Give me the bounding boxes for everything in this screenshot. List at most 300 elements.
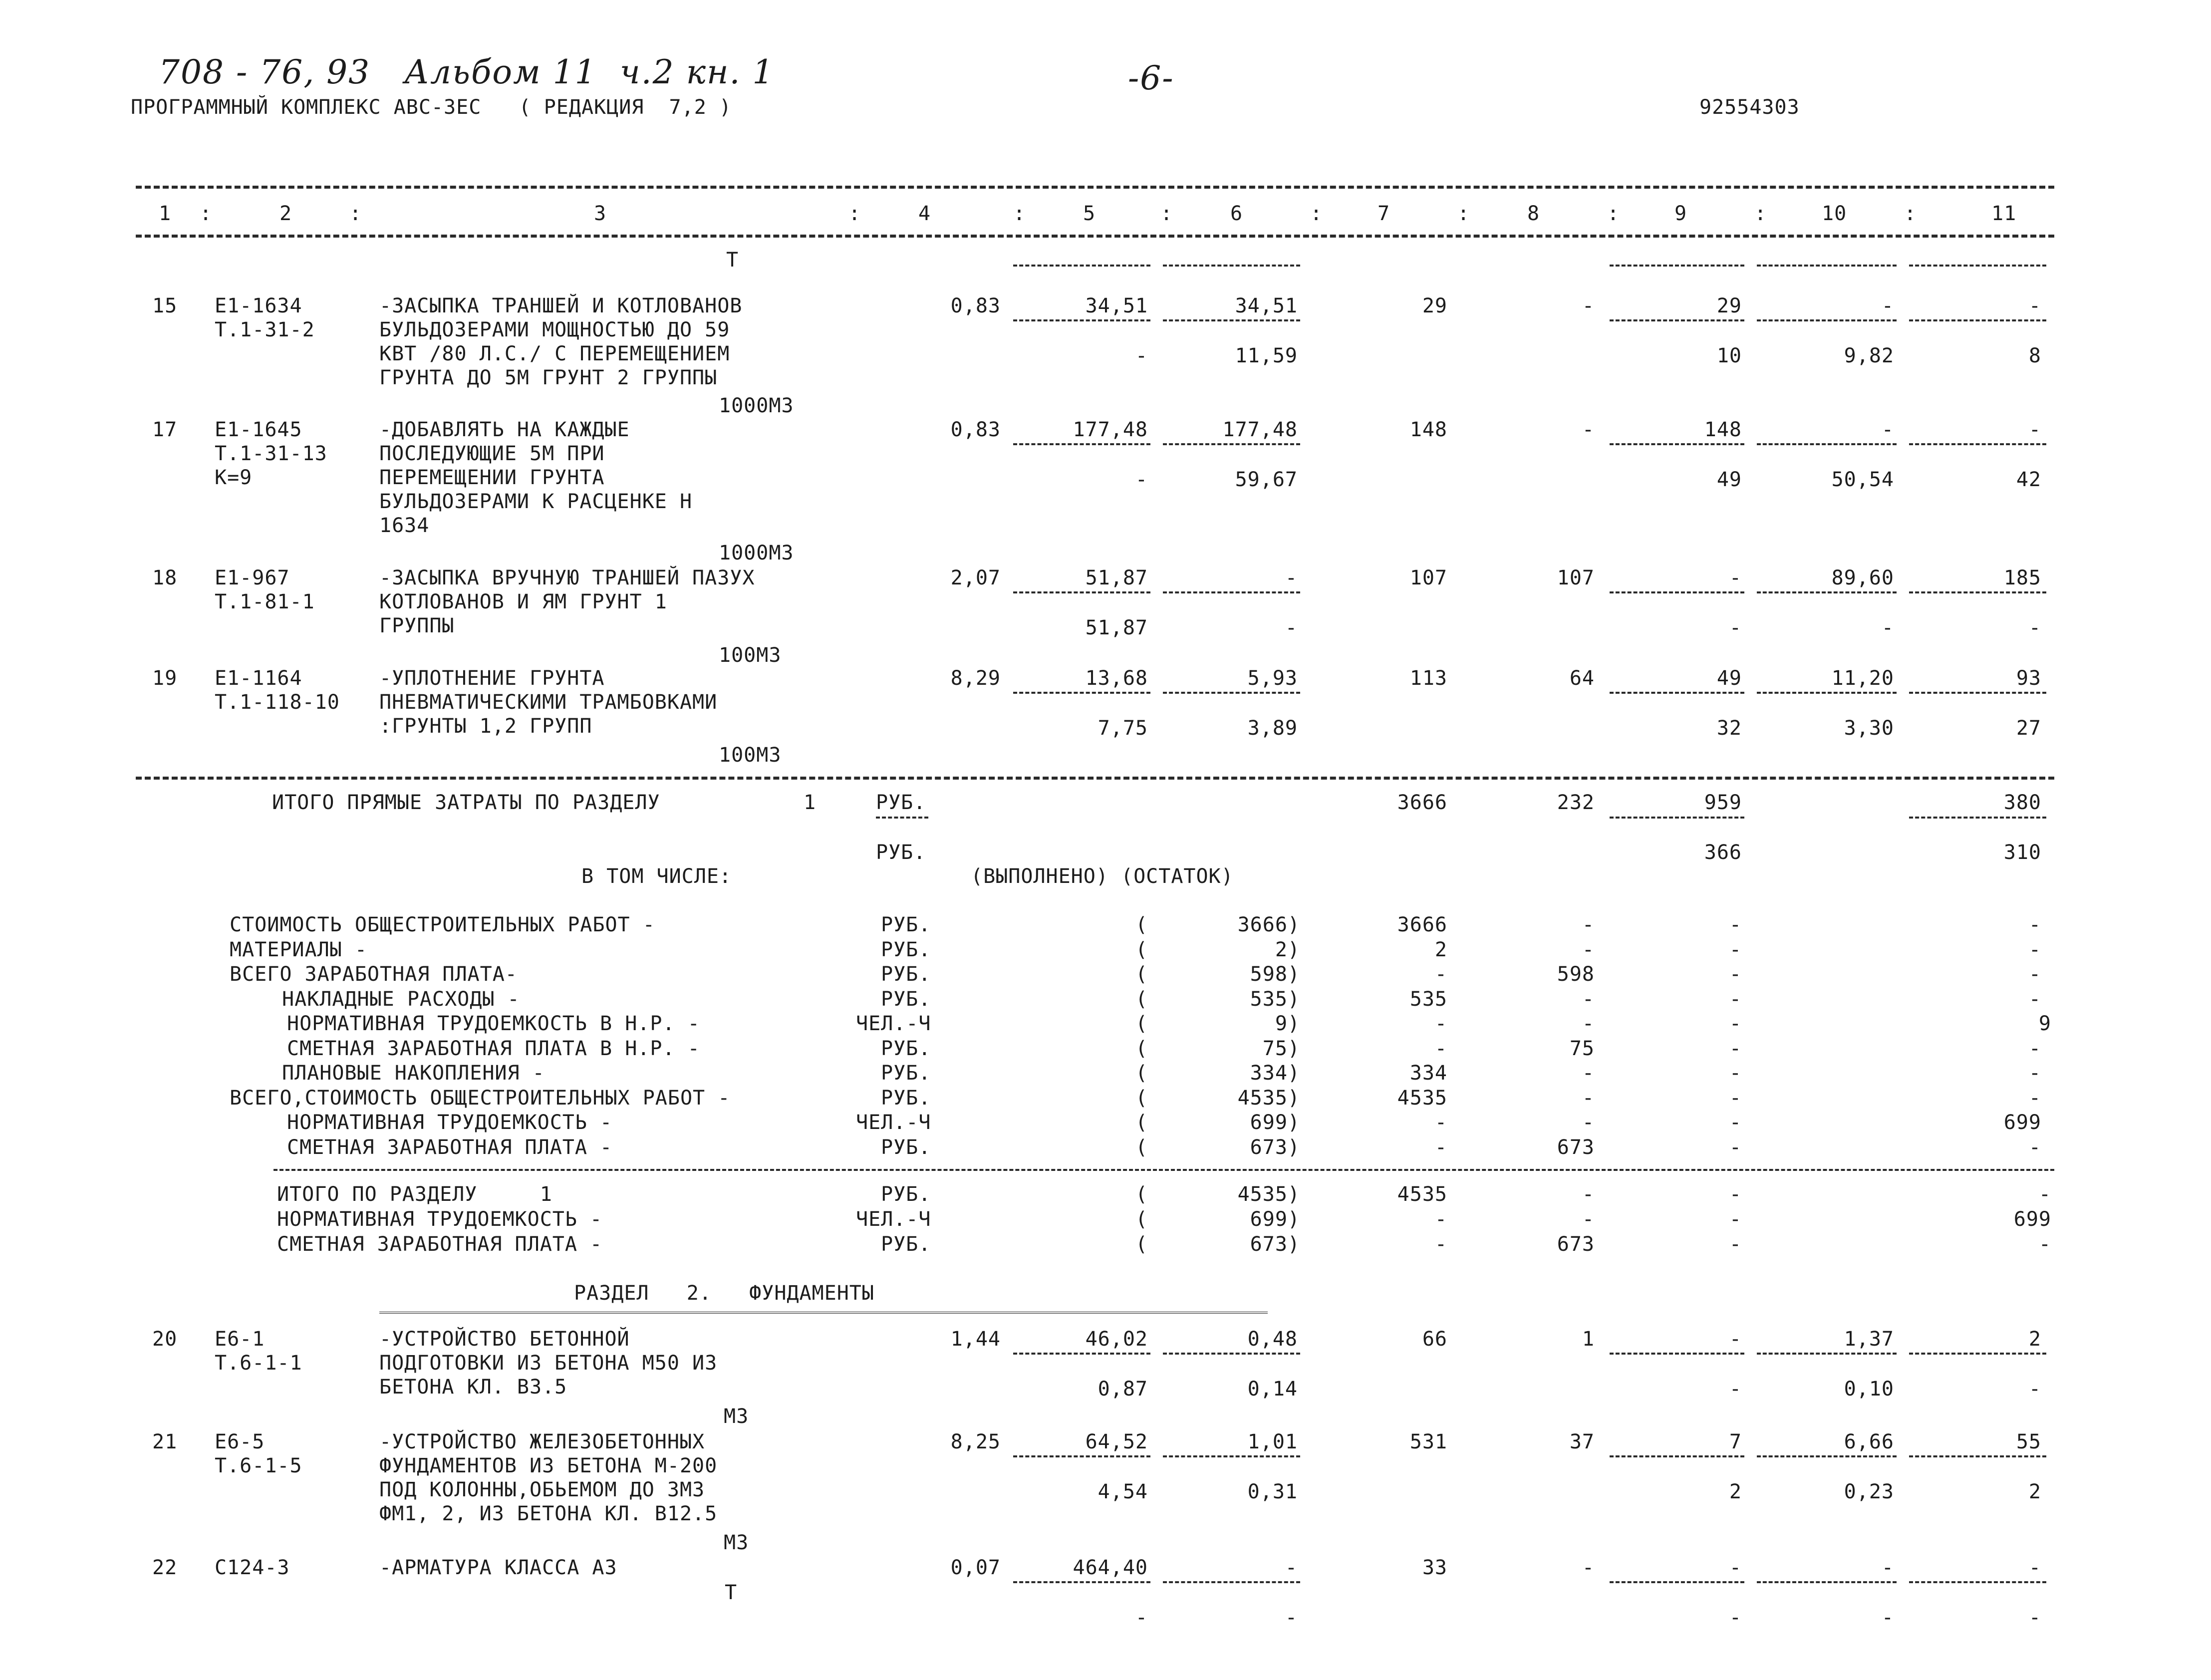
work-description-line: ПОДГОТОВКИ ИЗ БЕТОНА М50 ИЗ	[379, 1352, 718, 1375]
value-c7: 29	[1422, 294, 1447, 317]
work-description-line: -ЗАСЫПКА ТРАНШЕЙ И КОТЛОВАНОВ	[379, 294, 743, 317]
value-c9: -	[1729, 1086, 1742, 1110]
bottom-value-rule	[1610, 692, 1744, 694]
value-c8: 75	[1569, 1037, 1595, 1060]
column-separator: :	[200, 202, 213, 225]
work-description-line: КОТЛОВАНОВ И ЯМ ГРУНТ 1	[379, 590, 667, 613]
value-bottom-c6: 3,89	[1247, 717, 1298, 740]
value-bottom-c6: 11,59	[1235, 344, 1298, 367]
value-c8: -	[1582, 418, 1595, 441]
value-bottom-c9: -	[1729, 1378, 1742, 1400]
value-bottom-c10: 3,30	[1844, 717, 1894, 740]
value-c6: -	[1285, 1556, 1298, 1579]
value-bottom-c10: 9,82	[1844, 344, 1894, 367]
value-c9: -	[1729, 1012, 1742, 1035]
value-c10: -	[1881, 1556, 1894, 1579]
bottom-value-rule	[1757, 692, 1897, 694]
value-bottom-c10: -	[1881, 616, 1894, 639]
bottom-value-rule	[1909, 817, 2046, 819]
value-c6: 177,48	[1222, 418, 1298, 441]
total-section-number: 1	[804, 791, 817, 814]
value-c11: -	[2028, 1135, 2041, 1159]
cost-item-label: НАКЛАДНЫЕ РАСХОДЫ -	[282, 987, 520, 1011]
bottom-value-rule	[1163, 1455, 1300, 1457]
bottom-value-rule	[1909, 591, 2046, 593]
column-separator: :	[1160, 202, 1173, 225]
rate-code-ref: Т.1-31-13	[215, 442, 327, 465]
rate-code: Е1-967	[215, 566, 290, 589]
bottom-value-rule	[1610, 817, 1744, 819]
column-separator: :	[1904, 202, 1917, 225]
value-c7: -	[1434, 1233, 1447, 1256]
cost-item-label: НОРМАТИВНАЯ ТРУДОЕМКОСТЬ -	[287, 1111, 613, 1134]
work-description-line: ПЕРЕМЕЩЕНИИ ГРУНТА	[379, 466, 605, 489]
value-bottom-c10: 50,54	[1831, 468, 1894, 491]
total-bottom-c9: 366	[1704, 841, 1742, 864]
value-c11: -	[2028, 1037, 2041, 1060]
coefficient: К=9	[215, 466, 253, 489]
rate-code-ref: Т.1-118-10	[215, 691, 340, 714]
column-header-2: 2	[279, 202, 292, 225]
bottom-value-rule	[1163, 265, 1300, 267]
value-c5: 13,68	[1085, 667, 1148, 690]
value-c7: 66	[1422, 1328, 1447, 1351]
work-description-line: -ЗАСЫПКА ВРУЧНУЮ ТРАНШЕЙ ПАЗУХ	[379, 566, 755, 589]
value-c8: -	[1582, 1062, 1595, 1085]
value-bottom-c11: 2	[2028, 1480, 2041, 1503]
row-number: 19	[152, 667, 178, 690]
bottom-value-rule	[1610, 1581, 1744, 1583]
work-description-line: БУЛЬДОЗЕРАМИ МОЩНОСТЬЮ ДО 59	[379, 318, 730, 341]
value-c11: 93	[2016, 667, 2041, 690]
total-label: ИТОГО ПРЯМЫЕ ЗАТРАТЫ ПО РАЗДЕЛУ	[272, 791, 660, 814]
unit-label: РУБ.	[881, 987, 931, 1011]
remaining-value: 673)	[1250, 1135, 1300, 1159]
rate-code-ref: Т.6-1-1	[215, 1352, 302, 1375]
value-c8: -	[1582, 987, 1595, 1011]
bottom-value-rule	[1013, 319, 1150, 321]
value-c7: 4535	[1397, 1086, 1447, 1110]
value-c7: 3666	[1397, 913, 1447, 936]
column-header-9: 9	[1674, 202, 1687, 225]
paren-open: (	[1135, 1037, 1148, 1060]
value-c4: 8,25	[950, 1430, 1001, 1453]
value-c8: -	[1582, 1556, 1595, 1579]
bottom-value-rule	[1909, 265, 2046, 267]
work-description-line: -УСТРОЙСТВО БЕТОННОЙ	[379, 1328, 630, 1351]
value-c9: -	[1729, 987, 1742, 1011]
column-header-8: 8	[1527, 202, 1540, 225]
column-header-6: 6	[1230, 202, 1243, 225]
bottom-value-rule	[1013, 692, 1150, 694]
value-bottom-c9: -	[1729, 1606, 1742, 1629]
unit-label: РУБ.	[876, 841, 926, 864]
work-description-line: -ДОБАВЛЯТЬ НА КАЖДЫЕ	[379, 418, 630, 441]
value-c8: -	[1582, 1086, 1595, 1110]
paren-open: (	[1135, 1111, 1148, 1134]
value-c11: 699	[2013, 1208, 2051, 1231]
value-c7: -	[1434, 1037, 1447, 1060]
rate-code: Е1-1645	[215, 418, 302, 441]
bottom-value-rule	[1610, 1455, 1744, 1457]
value-c5: 34,51	[1085, 294, 1148, 317]
bottom-value-rule	[1909, 692, 2046, 694]
value-c7: -	[1434, 1012, 1447, 1035]
value-c11: -	[2028, 938, 2041, 961]
remaining-value: 9)	[1275, 1012, 1300, 1035]
section-total-rule	[136, 777, 2054, 780]
value-c4: 1,44	[950, 1328, 1001, 1351]
work-description-line: -АРМАТУРА КЛАССА А3	[379, 1556, 617, 1579]
value-bottom-c11: -	[2028, 1606, 2041, 1629]
value-c4: 2,07	[950, 566, 1001, 589]
work-description-line: 1634	[379, 514, 430, 537]
paren-open: (	[1135, 1086, 1148, 1110]
bottom-value-rule	[1163, 1581, 1300, 1583]
value-c7: 113	[1409, 667, 1447, 690]
value-bottom-c5: 7,75	[1098, 717, 1148, 740]
cost-item-label: СМЕТНАЯ ЗАРАБОТНАЯ ПЛАТА -	[287, 1135, 613, 1159]
value-c11: -	[2028, 1086, 2041, 1110]
rate-code: Е6-1	[215, 1328, 265, 1351]
value-c5: 464,40	[1073, 1556, 1148, 1579]
work-description-line: -УПЛОТНЕНИЕ ГРУНТА	[379, 667, 605, 690]
value-c11: -	[2038, 1183, 2051, 1206]
bottom-value-rule	[1013, 591, 1150, 593]
value-c8: 1	[1582, 1328, 1595, 1351]
value-c9: 49	[1716, 667, 1742, 690]
cost-item-label: СМЕТНАЯ ЗАРАБОТНАЯ ПЛАТА В Н.Р. -	[287, 1037, 700, 1060]
value-c6: -	[1285, 566, 1298, 589]
value-c9: -	[1729, 1062, 1742, 1085]
bottom-value-rule	[1757, 443, 1897, 445]
rate-code: Е1-1164	[215, 667, 302, 690]
value-c11: -	[2028, 1556, 2041, 1579]
work-description-line: БУЛЬДОЗЕРАМИ К РАСЦЕНКЕ Н	[379, 490, 693, 513]
paren-open: (	[1135, 1012, 1148, 1035]
value-c9: -	[1729, 1037, 1742, 1060]
value-c8: -	[1582, 1183, 1595, 1206]
unit-label: РУБ.	[881, 1037, 931, 1060]
row-number: 21	[152, 1430, 178, 1453]
bottom-value-rule	[1909, 443, 2046, 445]
column-header-1: 1	[159, 202, 172, 225]
value-c7: 148	[1409, 418, 1447, 441]
unit-label: Т	[726, 249, 739, 272]
remaining-value: 699)	[1250, 1208, 1300, 1231]
bottom-value-rule	[1610, 319, 1744, 321]
section-title: РАЗДЕЛ 2. ФУНДАМЕНТЫ	[574, 1282, 874, 1305]
value-c11: -	[2038, 1233, 2051, 1256]
value-bottom-c5: 0,87	[1098, 1378, 1148, 1400]
unit-label: 100М3	[719, 744, 782, 767]
unit-label: М3	[724, 1405, 749, 1428]
work-description-line: ПОД КОЛОННЫ,ОБЬЕМОМ ДО 3М3	[379, 1478, 705, 1501]
value-bottom-c5: -	[1135, 344, 1148, 367]
bottom-value-rule	[1163, 692, 1300, 694]
rate-code-ref: Т.6-1-5	[215, 1454, 302, 1477]
value-c11: 185	[2003, 566, 2041, 589]
value-c11: -	[2028, 963, 2041, 986]
remaining-value: 598)	[1250, 963, 1300, 986]
value-c9: -	[1729, 1111, 1742, 1134]
column-separator: :	[848, 202, 861, 225]
value-c9: -	[1729, 913, 1742, 936]
bottom-value-rule	[1757, 1455, 1897, 1457]
value-c7: 2	[1434, 938, 1447, 961]
rate-code: С124-3	[215, 1556, 290, 1579]
value-bottom-c6: 0,31	[1247, 1480, 1298, 1503]
value-bottom-c6: 59,67	[1235, 468, 1298, 491]
value-c9: -	[1729, 963, 1742, 986]
section-total-label: НОРМАТИВНАЯ ТРУДОЕМКОСТЬ -	[277, 1208, 603, 1231]
unit-label: РУБ.	[881, 938, 931, 961]
total-c7: 3666	[1397, 791, 1447, 814]
value-bottom-c9: 10	[1716, 344, 1742, 367]
unit-label: ЧЕЛ.-Ч	[856, 1208, 931, 1231]
bottom-value-rule	[1013, 443, 1150, 445]
value-c11: 2	[2028, 1328, 2041, 1351]
value-c4: 8,29	[950, 667, 1001, 690]
value-bottom-c9: 32	[1716, 717, 1742, 740]
value-c7: 4535	[1397, 1183, 1447, 1206]
paren-open: (	[1135, 987, 1148, 1011]
value-c11: -	[2028, 1062, 2041, 1085]
value-bottom-c10: 0,10	[1844, 1378, 1894, 1400]
value-c8: -	[1582, 1208, 1595, 1231]
work-description-line: ПОСЛЕДУЮЩИЕ 5М ПРИ	[379, 442, 605, 465]
work-description-line: :ГРУНТЫ 1,2 ГРУПП	[379, 715, 592, 738]
remaining-value: 334)	[1250, 1062, 1300, 1085]
value-c10: 6,66	[1844, 1430, 1894, 1453]
bottom-value-rule	[1757, 1353, 1897, 1355]
cost-item-label: ВСЕГО ЗАРАБОТНАЯ ПЛАТА-	[230, 963, 518, 986]
work-description-line: -УСТРОЙСТВО ЖЕЛЕЗОБЕТОННЫХ	[379, 1430, 705, 1453]
value-c11: -	[2028, 418, 2041, 441]
value-c4: 0,83	[950, 294, 1001, 317]
value-bottom-c9: -	[1729, 616, 1742, 639]
value-c5: 64,52	[1085, 1430, 1148, 1453]
value-c9: -	[1729, 1556, 1742, 1579]
value-c8: -	[1582, 1111, 1595, 1134]
value-c5: 51,87	[1085, 566, 1148, 589]
bottom-value-rule	[1909, 319, 2046, 321]
paren-open: (	[1135, 1208, 1148, 1231]
value-c7: 535	[1409, 987, 1447, 1011]
value-c7: 531	[1409, 1430, 1447, 1453]
bottom-value-rule	[1909, 1455, 2046, 1457]
total-c8: 232	[1557, 791, 1595, 814]
total-c11: 380	[2003, 791, 2041, 814]
value-c8: 673	[1557, 1135, 1595, 1159]
work-description-line: ПНЕВМАТИЧЕСКИМИ ТРАМБОВКАМИ	[379, 691, 718, 714]
remaining-value: 3666)	[1237, 913, 1300, 936]
value-bottom-c5: 51,87	[1085, 616, 1148, 639]
value-bottom-c6: 0,14	[1247, 1378, 1298, 1400]
remaining-value: 535)	[1250, 987, 1300, 1011]
work-description-line: ФМ1, 2, ИЗ БЕТОНА КЛ. В12.5	[379, 1502, 718, 1525]
bottom-value-rule	[1757, 265, 1897, 267]
paren-open: (	[1135, 938, 1148, 961]
value-c8: 64	[1569, 667, 1595, 690]
value-c9: 29	[1716, 294, 1742, 317]
bottom-value-rule	[1757, 319, 1897, 321]
remaining-value: 75)	[1262, 1037, 1300, 1060]
unit-label: ЧЕЛ.-Ч	[856, 1012, 931, 1035]
value-c10: 11,20	[1831, 667, 1894, 690]
value-c7: -	[1434, 963, 1447, 986]
cost-item-label: МАТЕРИАЛЫ -	[230, 938, 367, 961]
value-bottom-c11: -	[2028, 1378, 2041, 1400]
value-c4: 0,07	[950, 1556, 1001, 1579]
column-separator: :	[1607, 202, 1620, 225]
rate-code-ref: Т.1-31-2	[215, 318, 315, 341]
value-c10: -	[1881, 418, 1894, 441]
value-bottom-c11: 42	[2016, 468, 2041, 491]
unit-label: М3	[724, 1531, 749, 1554]
bottom-value-rule	[1757, 591, 1897, 593]
value-c10: 1,37	[1844, 1328, 1894, 1351]
cost-item-label: ВСЕГО,СТОИМОСТЬ ОБЩЕСТРОИТЕЛЬНЫХ РАБОТ -	[230, 1086, 731, 1110]
work-description-line: ГРУНТА ДО 5М ГРУНТ 2 ГРУППЫ	[379, 366, 718, 389]
value-bottom-c6: -	[1285, 616, 1298, 639]
remaining-value: 673)	[1250, 1233, 1300, 1256]
cost-item-label: ПЛАНОВЫЕ НАКОПЛЕНИЯ -	[282, 1062, 545, 1085]
value-c5: 46,02	[1085, 1328, 1148, 1351]
row-number: 15	[152, 294, 178, 317]
unit-label: 100М3	[719, 644, 782, 667]
value-bottom-c9: 49	[1716, 468, 1742, 491]
handwritten-album: Альбом 11 ч.2 кн. 1	[404, 53, 775, 91]
table-top-rule	[136, 186, 2054, 189]
unit-label: РУБ.	[881, 1233, 931, 1256]
paren-open: (	[1135, 1183, 1148, 1206]
document-number: 92554303	[1699, 96, 1800, 119]
bottom-value-rule	[1013, 1353, 1150, 1355]
value-c9: -	[1729, 1233, 1742, 1256]
bottom-value-rule	[1610, 443, 1744, 445]
completed-remaining-label: (ВЫПОЛНЕНО) (ОСТАТОК)	[971, 865, 1234, 888]
paren-open: (	[1135, 1233, 1148, 1256]
value-c6: 1,01	[1247, 1430, 1298, 1453]
value-bottom-c11: -	[2028, 616, 2041, 639]
cost-item-label: НОРМАТИВНАЯ ТРУДОЕМКОСТЬ В Н.Р. -	[287, 1012, 700, 1035]
row-number: 17	[152, 418, 178, 441]
bottom-value-rule	[1163, 591, 1300, 593]
bottom-value-rule	[1610, 265, 1744, 267]
column-header-rule	[136, 235, 2054, 238]
value-c8: -	[1582, 294, 1595, 317]
unit-label: 1000М3	[719, 394, 794, 417]
remaining-value: 699)	[1250, 1111, 1300, 1134]
bottom-value-rule	[1163, 443, 1300, 445]
handwritten-page-number: -6-	[1128, 59, 1174, 97]
column-separator: :	[1310, 202, 1323, 225]
row-number: 22	[152, 1556, 178, 1579]
value-c6: 0,48	[1247, 1328, 1298, 1351]
value-c9: -	[1729, 1135, 1742, 1159]
rate-code: Е6-5	[215, 1430, 265, 1453]
paren-open: (	[1135, 913, 1148, 936]
unit-label: РУБ.	[881, 1135, 931, 1159]
value-bottom-c10: 0,23	[1844, 1480, 1894, 1503]
value-c7: -	[1434, 1208, 1447, 1231]
column-separator: :	[349, 202, 362, 225]
value-c8: 673	[1557, 1233, 1595, 1256]
value-c7: 107	[1409, 566, 1447, 589]
value-c10: -	[1881, 294, 1894, 317]
work-description-line: БЕТОНА КЛ. В3.5	[379, 1376, 567, 1399]
unit-label: РУБ.	[881, 963, 931, 986]
column-separator: :	[1754, 202, 1767, 225]
value-bottom-c5: 4,54	[1098, 1480, 1148, 1503]
remaining-value: 4535)	[1237, 1183, 1300, 1206]
unit-label: РУБ.	[881, 1183, 931, 1206]
rate-code-ref: Т.1-81-1	[215, 590, 315, 613]
unit-label: РУБ.	[881, 1086, 931, 1110]
bottom-value-rule	[1163, 1353, 1300, 1355]
value-c9: -	[1729, 566, 1742, 589]
value-c10: 89,60	[1831, 566, 1894, 589]
value-c5: 177,48	[1073, 418, 1148, 441]
value-c9: -	[1729, 1183, 1742, 1206]
value-c8: -	[1582, 913, 1595, 936]
value-c7: -	[1434, 1111, 1447, 1134]
value-bottom-c9: 2	[1729, 1480, 1742, 1503]
value-bottom-c6: -	[1285, 1606, 1298, 1629]
section-total-label: СМЕТНАЯ ЗАРАБОТНАЯ ПЛАТА -	[277, 1233, 603, 1256]
value-c8: -	[1582, 1012, 1595, 1035]
unit-rule	[876, 817, 928, 819]
value-c7: -	[1434, 1135, 1447, 1159]
row-number: 18	[152, 566, 178, 589]
value-c8: 598	[1557, 963, 1595, 986]
value-c11: 55	[2016, 1430, 2041, 1453]
cost-item-label: СТОИМОСТЬ ОБЩЕСТРОИТЕЛЬНЫХ РАБОТ -	[230, 913, 655, 936]
value-c6: 34,51	[1235, 294, 1298, 317]
value-c9: 148	[1704, 418, 1742, 441]
remaining-value: 2)	[1275, 938, 1300, 961]
unit-label: РУБ.	[881, 1062, 931, 1085]
column-header-10: 10	[1822, 202, 1847, 225]
value-c9: -	[1729, 1208, 1742, 1231]
bottom-value-rule	[1909, 1581, 2046, 1583]
value-bottom-c5: -	[1135, 468, 1148, 491]
value-c9: -	[1729, 938, 1742, 961]
value-bottom-c10: -	[1881, 1606, 1894, 1629]
value-bottom-c11: 8	[2028, 344, 2041, 367]
bottom-value-rule	[1013, 1455, 1150, 1457]
including-label: В ТОМ ЧИСЛЕ:	[581, 865, 732, 888]
program-header: ПРОГРАММНЫЙ КОМПЛЕКС АВС-3ЕС ( РЕДАКЦИЯ 7,2 )	[131, 96, 732, 119]
value-c7: 33	[1422, 1556, 1447, 1579]
unit-label: ЧЕЛ.-Ч	[856, 1111, 931, 1134]
value-c8: -	[1582, 938, 1595, 961]
value-c4: 0,83	[950, 418, 1001, 441]
work-description-line: ФУНДАМЕНТОВ ИЗ БЕТОНА М-200	[379, 1454, 718, 1477]
value-c9: 7	[1729, 1430, 1742, 1453]
section-total-label: ИТОГО ПО РАЗДЕЛУ 1	[277, 1183, 553, 1206]
total-c9: 959	[1704, 791, 1742, 814]
value-c8: 37	[1569, 1430, 1595, 1453]
column-header-5: 5	[1083, 202, 1096, 225]
paren-open: (	[1135, 1135, 1148, 1159]
bottom-value-rule	[1610, 1353, 1744, 1355]
unit-label: Т	[725, 1581, 738, 1604]
column-header-11: 11	[1991, 202, 2017, 225]
row-number: 20	[152, 1328, 178, 1351]
paren-open: (	[1135, 963, 1148, 986]
